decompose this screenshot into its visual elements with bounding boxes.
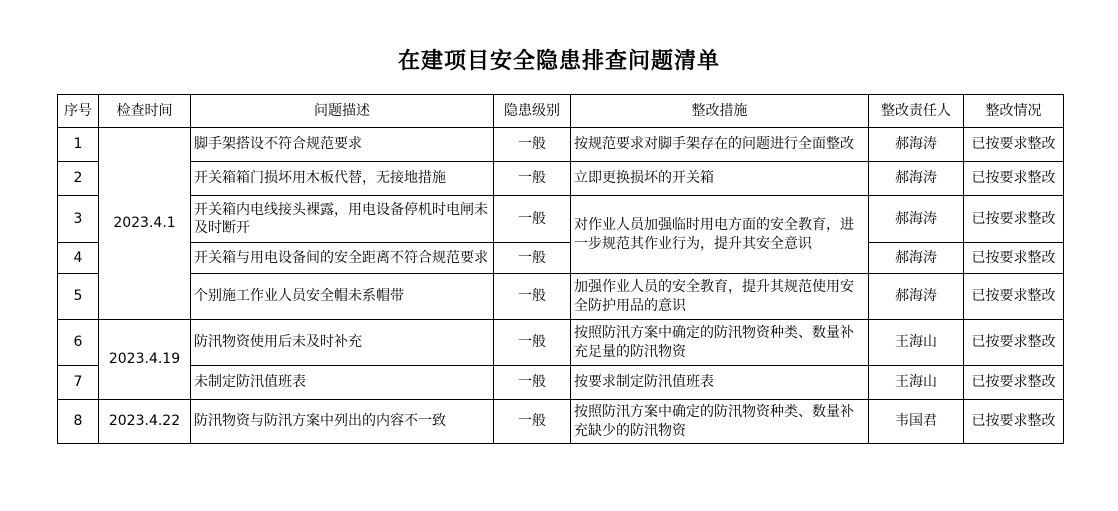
cell-problem: 防汛物资使用后未及时补充 [191, 320, 494, 366]
cell-measure: 立即更换损坏的开关箱 [571, 162, 869, 196]
table-row [58, 400, 1064, 444]
cell-status: 已按要求整改 [964, 196, 1064, 243]
table-header-row [58, 95, 1064, 128]
table-row [58, 366, 1064, 400]
cell-owner: 郝海涛 [869, 243, 964, 274]
table-row [58, 320, 1064, 366]
col-header-owner: 整改责任人 [869, 95, 964, 128]
cell-problem: 开关箱与用电设备间的安全距离不符合规范要求 [191, 243, 494, 274]
cell-hazard-level: 一般 [494, 320, 571, 366]
cell-owner: 郝海涛 [869, 196, 964, 243]
cell-owner: 郝海涛 [869, 128, 964, 162]
safety-issues-table [57, 94, 1064, 444]
cell-seq: 7 [58, 366, 99, 400]
cell-owner: 王海山 [869, 320, 964, 366]
cell-hazard-level: 一般 [494, 274, 571, 320]
table-row [58, 196, 1064, 243]
table-row [58, 274, 1064, 320]
cell-hazard-level: 一般 [494, 162, 571, 196]
col-header-seq: 序号 [58, 95, 99, 128]
cell-hazard-level: 一般 [494, 366, 571, 400]
cell-inspection-date: 2023.4.19 [99, 320, 191, 400]
cell-seq: 5 [58, 274, 99, 320]
cell-problem: 脚手架搭设不符合规范要求 [191, 128, 494, 162]
cell-inspection-date: 2023.4.22 [99, 400, 191, 444]
col-header-inspection-date: 检查时间 [99, 95, 191, 128]
cell-measure: 按照防汛方案中确定的防汛物资种类、数量补充足量的防汛物资 [571, 320, 869, 366]
cell-hazard-level: 一般 [494, 128, 571, 162]
col-header-status: 整改情况 [964, 95, 1064, 128]
cell-seq: 4 [58, 243, 99, 274]
table-row [58, 243, 1064, 274]
col-header-hazard-level: 隐患级别 [494, 95, 571, 128]
cell-seq: 6 [58, 320, 99, 366]
cell-status: 已按要求整改 [964, 274, 1064, 320]
cell-seq: 3 [58, 196, 99, 243]
cell-seq: 1 [58, 128, 99, 162]
cell-hazard-level: 一般 [494, 243, 571, 274]
cell-status: 已按要求整改 [964, 400, 1064, 444]
col-header-problem: 问题描述 [191, 95, 494, 128]
cell-owner: 郝海涛 [869, 162, 964, 196]
table-row [58, 128, 1064, 162]
cell-problem: 未制定防汛值班表 [191, 366, 494, 400]
cell-owner: 郝海涛 [869, 274, 964, 320]
cell-measure: 对作业人员加强临时用电方面的安全教育，进一步规范其作业行为，提升其安全意识 [571, 196, 869, 274]
cell-problem: 个别施工作业人员安全帽未系帽带 [191, 274, 494, 320]
cell-measure: 按照防汛方案中确定的防汛物资种类、数量补充缺少的防汛物资 [571, 400, 869, 444]
cell-problem: 开关箱箱门损坏用木板代替，无接地措施 [191, 162, 494, 196]
page-title: 在建项目安全隐患排查问题清单 [397, 49, 720, 74]
cell-inspection-date: 2023.4.1 [99, 128, 191, 320]
cell-hazard-level: 一般 [494, 400, 571, 444]
cell-seq: 8 [58, 400, 99, 444]
cell-measure: 加强作业人员的安全教育，提升其规范使用安全防护用品的意识 [571, 274, 869, 320]
cell-status: 已按要求整改 [964, 320, 1064, 366]
cell-status: 已按要求整改 [964, 162, 1064, 196]
cell-problem: 防汛物资与防汛方案中列出的内容不一致 [191, 400, 494, 444]
table-row [58, 162, 1064, 196]
cell-status: 已按要求整改 [964, 243, 1064, 274]
col-header-measure: 整改措施 [571, 95, 869, 128]
cell-seq: 2 [58, 162, 99, 196]
cell-status: 已按要求整改 [964, 366, 1064, 400]
cell-owner: 王海山 [869, 366, 964, 400]
cell-problem: 开关箱内电线接头裸露，用电设备停机时电闸未及时断开 [191, 196, 494, 243]
cell-status: 已按要求整改 [964, 128, 1064, 162]
cell-measure: 按规范要求对脚手架存在的问题进行全面整改 [571, 128, 869, 162]
cell-measure: 按要求制定防汛值班表 [571, 366, 869, 400]
cell-hazard-level: 一般 [494, 196, 571, 243]
cell-owner: 韦国君 [869, 400, 964, 444]
